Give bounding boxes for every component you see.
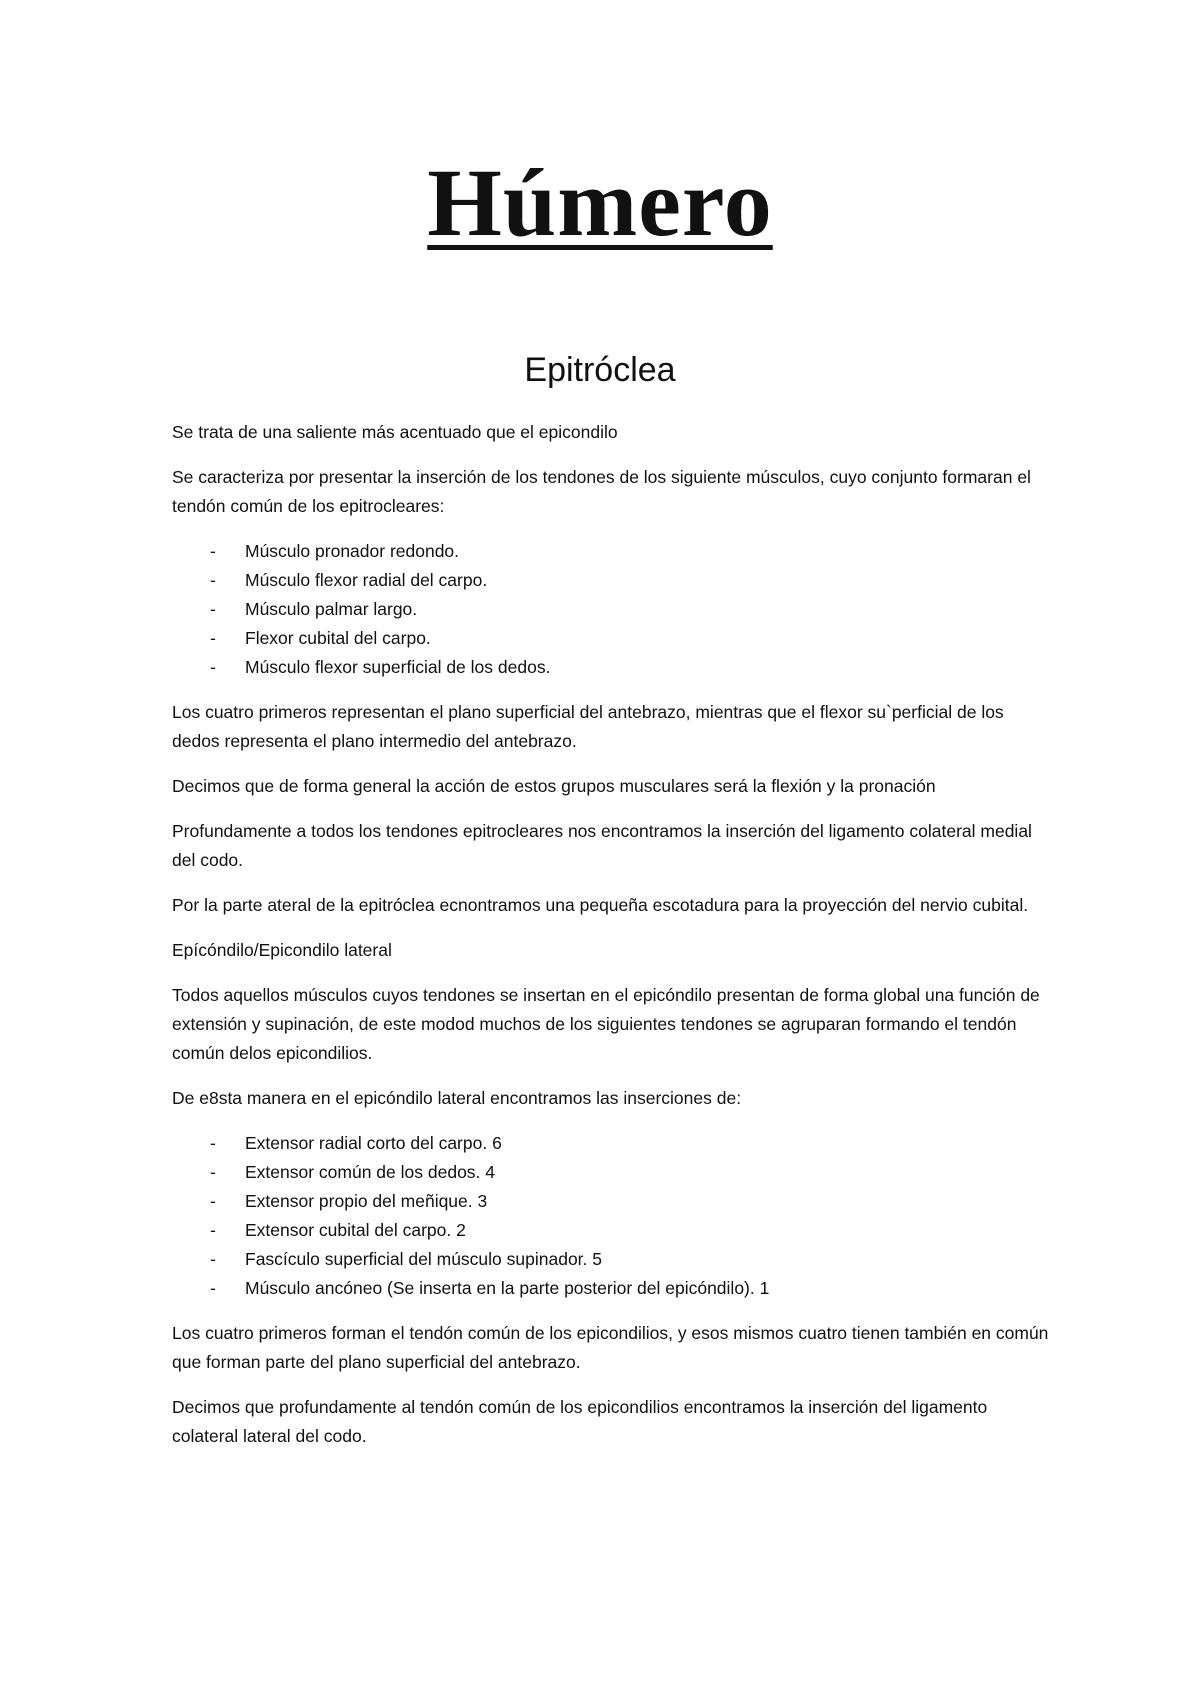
- list-item: [172, 566, 1052, 595]
- list-dash: -: [210, 628, 216, 648]
- list-item: [172, 537, 1052, 566]
- document-body: [172, 418, 1052, 1467]
- list-item: [172, 1245, 1052, 1274]
- list-dash: -: [210, 1220, 216, 1240]
- paragraph: Todos aquellos músculos cuyos tendones se insertan en el epicóndilo presentan de forma global una función de extensión y supinación, de este modod muchos de los siguientes tendones se agruparan formando el tendón común delos epicondilios.: [172, 985, 1040, 1063]
- list-item-text: Extensor común de los dedos. 4: [245, 1162, 496, 1182]
- list-item-text: Músculo flexor radial del carpo.: [245, 570, 488, 590]
- list-item: [172, 653, 1052, 682]
- paragraph: Los cuatro primeros forman el tendón común de los epicondilios, y esos mismos cuatro tienen también en común que forman parte del plano superficial del antebrazo.: [172, 1323, 1049, 1372]
- paragraph: Se caracteriza por presentar la inserción de los tendones de los siguiente músculos, cuyo conjunto formaran el tendón común de los epitrocleares:: [172, 467, 1031, 516]
- paragraph: Profundamente a todos los tendones epitrocleares nos encontramos la inserción del ligamento colateral medial del codo.: [172, 821, 1032, 870]
- list-item-text: Extensor radial corto del carpo. 6: [245, 1133, 502, 1153]
- list-item-text: Extensor cubital del carpo. 2: [245, 1220, 466, 1240]
- list-dash: -: [210, 1133, 216, 1153]
- list-item: [172, 1274, 1052, 1303]
- list-dash: -: [210, 1278, 216, 1298]
- paragraph: De e8sta manera en el epicóndilo lateral encontramos las inserciones de:: [172, 1088, 742, 1108]
- list-dash: -: [210, 599, 216, 619]
- paragraph: Se trata de una saliente más acentuado que el epicondilo: [172, 422, 618, 442]
- muscle-list-epicondilo: [172, 1129, 1052, 1303]
- paragraph: Decimos que profundamente al tendón común de los epicondilios encontramos la inserción del ligamento colateral lateral del codo.: [172, 1397, 988, 1446]
- list-item: [172, 595, 1052, 624]
- document-title: Húmero: [427, 149, 773, 256]
- list-dash: -: [210, 1162, 216, 1182]
- list-item: [172, 1187, 1052, 1216]
- list-item: [172, 1158, 1052, 1187]
- list-item: [172, 624, 1052, 653]
- list-dash: -: [210, 1249, 216, 1269]
- list-item-text: Flexor cubital del carpo.: [245, 628, 431, 648]
- subheading-epicondilo: Epícóndilo/Epicondilo lateral: [172, 940, 392, 960]
- list-item-text: Extensor propio del meñique. 3: [245, 1191, 488, 1211]
- paragraph: Por la parte ateral de la epitróclea ecnontramos una pequeña escotadura para la proyección del nervio cubital.: [172, 895, 1029, 915]
- list-item: [172, 1216, 1052, 1245]
- list-item: [172, 1129, 1052, 1158]
- paragraph: Decimos que de forma general la acción de estos grupos musculares será la flexión y la pronación: [172, 776, 936, 796]
- section-heading: Epitróclea: [524, 351, 676, 389]
- list-item-text: Fascículo superficial del músculo supinador. 5: [245, 1249, 602, 1269]
- list-item-text: Músculo flexor superficial de los dedos.: [245, 657, 551, 677]
- list-dash: -: [210, 541, 216, 561]
- list-item-text: Músculo palmar largo.: [245, 599, 418, 619]
- list-dash: -: [210, 1191, 216, 1211]
- paragraph: Los cuatro primeros representan el plano superficial del antebrazo, mientras que el flexor su`perficial de los dedos representa el plano intermedio del antebrazo.: [172, 702, 1004, 751]
- list-dash: -: [210, 657, 216, 677]
- muscle-list-epitroclea: [172, 537, 1052, 682]
- list-dash: -: [210, 570, 216, 590]
- list-item-text: Músculo ancóneo (Se inserta en la parte posterior del epicóndilo). 1: [245, 1278, 770, 1298]
- list-item-text: Músculo pronador redondo.: [245, 541, 460, 561]
